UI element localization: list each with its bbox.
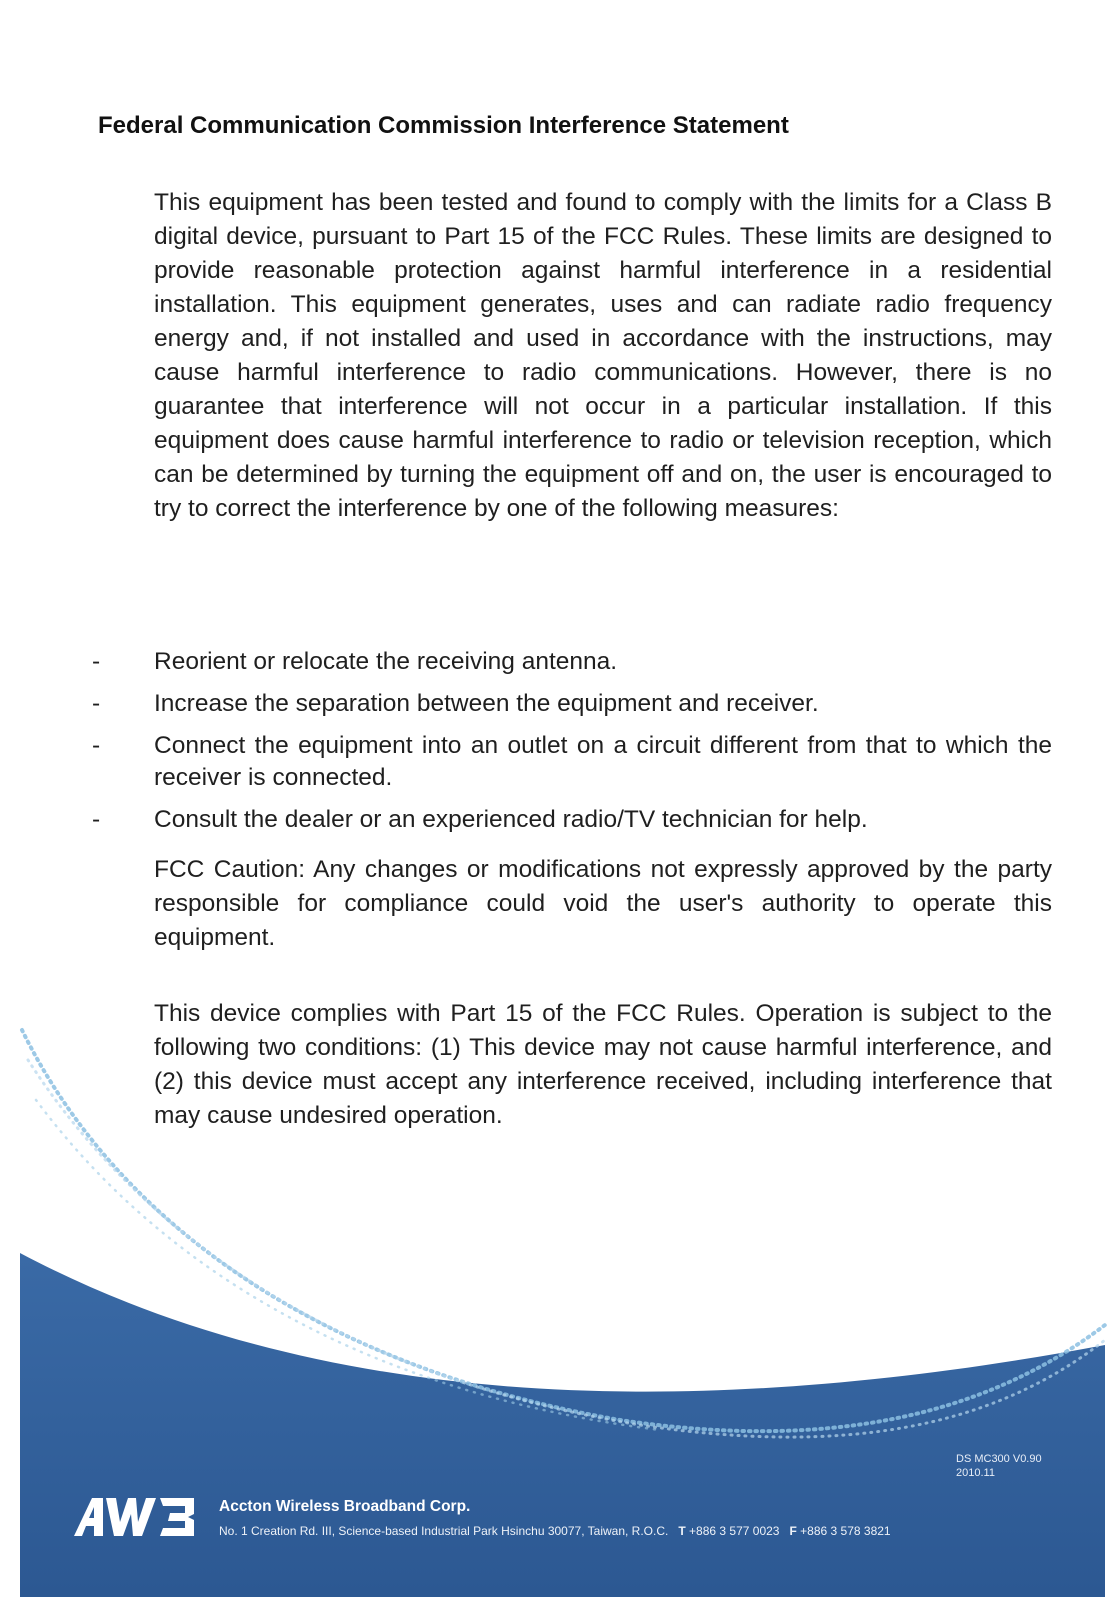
awb-logo-icon — [72, 1496, 196, 1538]
fax-number: +886 3 578 3821 — [800, 1524, 891, 1538]
list-item — [92, 646, 1052, 678]
bullet-dash: - — [92, 648, 101, 675]
phone-label: T — [678, 1524, 686, 1538]
page-title: Federal Communication Commission Interference Statement — [98, 112, 789, 139]
list-item-text: Increase the separation between the equipment and receiver. — [154, 690, 819, 717]
phone-number: +886 3 577 0023 — [689, 1524, 780, 1538]
measures-list — [92, 646, 1052, 846]
intro-paragraph: This equipment has been tested and found to comply with the limits for a Class B digital device, pursuant to Part 15 of the FCC Rules. These limits are designed to provide reasonable protection against harmful interference in a residential installation. This equipment generates, uses and can radiate radio frequency energy and, if not installed and used in accordance with the instructions, may cause harmful interference to radio communications. However, there is no guarantee that interference will not occur in a particular installation. If this equipment does cause harmful interference to radio or television reception, which can be determined by turning the equipment off and on, the user is encouraged to try to correct the interference by one of the following measures: — [154, 189, 1052, 522]
document-version: DS MC300 V0.90 — [956, 1453, 1042, 1465]
list-item — [92, 804, 1052, 836]
footer-blue-band — [20, 1253, 1105, 1597]
company-name: Accton Wireless Broadband Corp. — [219, 1498, 471, 1515]
document-code — [956, 1452, 1042, 1480]
bullet-dash: - — [92, 690, 101, 717]
bullet-dash: - — [92, 806, 101, 833]
bullet-dash: - — [92, 732, 101, 759]
list-item — [92, 688, 1052, 720]
address-text: No. 1 Creation Rd. III, Science-based Industrial Park Hsinchu 30077, Taiwan, R.O.C. — [219, 1524, 669, 1538]
list-item — [92, 730, 1052, 794]
list-item-text: Consult the dealer or an experienced radio/TV technician for help. — [154, 806, 868, 833]
company-address — [219, 1524, 891, 1538]
list-item-text: Reorient or relocate the receiving antenna. — [154, 648, 618, 675]
compliance-paragraph: This device complies with Part 15 of the FCC Rules. Operation is subject to the following two conditions: (1) This device may not cause harmful interference, and (2) this device must accept any interference received, including interference that may cause undesired operation. — [154, 1000, 1052, 1129]
fax-label: F — [789, 1524, 797, 1538]
list-item-text: Connect the equipment into an outlet on a circuit different from that to which the receiver is connected. — [154, 732, 1052, 791]
document-date: 2010.11 — [956, 1467, 995, 1479]
fcc-caution-paragraph: FCC Caution: Any changes or modifications not expressly approved by the party responsible for compliance could void the user's authority to operate this equipment. — [154, 856, 1052, 951]
